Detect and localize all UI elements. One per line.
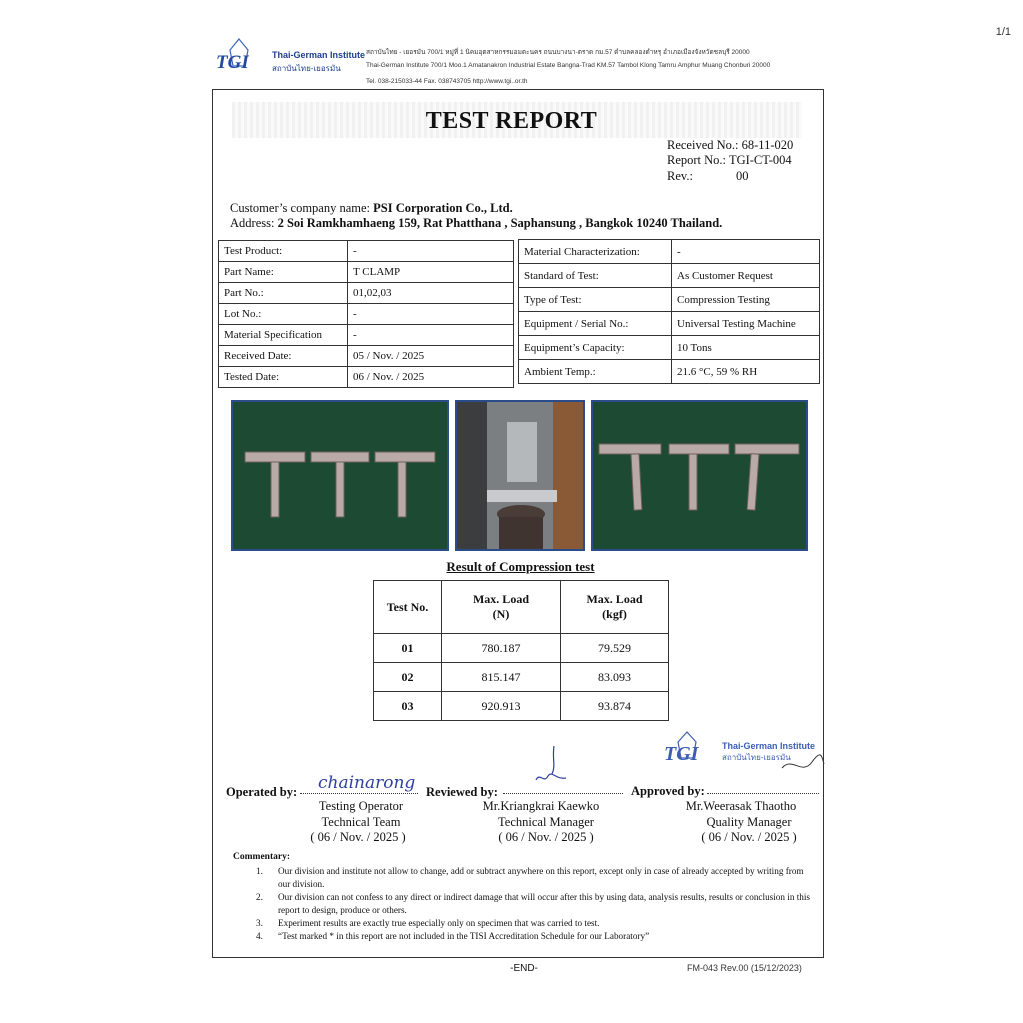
- reviewer-signature: [526, 744, 576, 790]
- customer-name-label: Customer’s company name:: [230, 201, 371, 215]
- reviewed-sign-line: [503, 793, 623, 794]
- reviewed-by-label: Reviewed by:: [426, 785, 498, 799]
- commentary-num: 1.: [256, 866, 263, 876]
- info-label: Tested Date:: [219, 367, 348, 388]
- info-label: Ambient Temp.:: [519, 360, 672, 384]
- info-row: [219, 367, 514, 388]
- info-value: 06 / Nov. / 2025: [348, 367, 514, 388]
- customer-address-row: [230, 216, 722, 231]
- info-row: [219, 304, 514, 325]
- info-value: 05 / Nov. / 2025: [348, 346, 514, 367]
- info-label: Equipment’s Capacity:: [519, 336, 672, 360]
- approved-by-label: Approved by:: [631, 784, 705, 798]
- approver-name: Mr.Weerasak Thaotho: [685, 799, 797, 813]
- stamp-text-th: สถาบันไทย-เยอรมัน: [722, 753, 791, 762]
- received-no: 68-11-020: [741, 138, 794, 152]
- rev-value: 00: [736, 169, 749, 183]
- rev-row: [667, 169, 749, 184]
- info-row: [519, 288, 820, 312]
- commentary-item: [256, 891, 812, 916]
- results-header-row: [374, 581, 669, 634]
- info-row: [519, 264, 820, 288]
- results-table: [373, 580, 669, 721]
- load-n: 780.187: [442, 634, 561, 663]
- info-label: Test Product:: [219, 241, 348, 262]
- info-value: Universal Testing Machine: [672, 312, 820, 336]
- info-label: Equipment / Serial No.:: [519, 312, 672, 336]
- customer-address: 2 Soi Ramkhamhaeng 159, Rat Phatthana , Saphansung , Bangkok 10240 Thailand.: [277, 216, 723, 230]
- info-row: [219, 283, 514, 304]
- institute-name-th: สถาบันไทย-เยอรมัน: [272, 64, 341, 73]
- info-table-left: [218, 240, 514, 388]
- info-value: T CLAMP: [348, 262, 514, 283]
- reviewer-date: ( 06 / Nov. / 2025 ): [498, 830, 594, 844]
- photo-testing-machine: [455, 400, 585, 551]
- tgi-logo: [214, 38, 264, 78]
- col-max-load-n: [442, 581, 561, 634]
- info-row: [219, 262, 514, 283]
- info-label: Lot No.:: [219, 304, 348, 325]
- institute-name-en: Thai-German Institute: [272, 50, 366, 60]
- end-marker: -END-: [510, 963, 538, 974]
- approver-role: Quality Manager: [706, 815, 792, 829]
- col-unit: (N): [492, 607, 510, 621]
- commentary-num: 3.: [256, 918, 263, 928]
- received-no-row: [667, 138, 793, 153]
- commentary-text: Experiment results are exactly true especially only on specimen that was carried to test.: [278, 918, 600, 928]
- commentary-num: 4.: [256, 931, 263, 941]
- col-unit: (kgf): [602, 607, 627, 621]
- reviewer-role: Technical Manager: [498, 815, 594, 829]
- operated-by-label: Operated by:: [226, 785, 298, 799]
- report-no-label: Report No.:: [667, 153, 727, 167]
- page-number: 1/1: [995, 26, 1011, 38]
- info-value: 21.6 °C, 59 % RH: [672, 360, 820, 384]
- info-row: [519, 360, 820, 384]
- info-label: Material Characterization:: [519, 240, 672, 264]
- rev-label: Rev.:: [667, 169, 693, 183]
- info-row: [519, 312, 820, 336]
- photo-specimens-after: [591, 400, 808, 551]
- info-row: [219, 325, 514, 346]
- report-no-row: [667, 153, 792, 168]
- info-value: As Customer Request: [672, 264, 820, 288]
- commentary-text: Our division can not confess to any direct or indirect damage that will occur after this by using data, analysis results, results or conclusion in this report to design, produce or others.: [278, 892, 810, 915]
- info-label: Type of Test:: [519, 288, 672, 312]
- commentary-text: Our division and institute not allow to change, add or subtract anywhere on this report, except only in case of already accepted by writing from our division.: [278, 866, 804, 889]
- info-value: -: [672, 240, 820, 264]
- col-label: Max. Load: [586, 592, 643, 606]
- info-value: -: [348, 325, 514, 346]
- info-row: [519, 240, 820, 264]
- commentary-label: Commentary:: [233, 852, 290, 862]
- info-value: 01,02,03: [348, 283, 514, 304]
- institute-stamp: [662, 728, 827, 776]
- info-label: Part No.:: [219, 283, 348, 304]
- stamp-text-en: Thai-German Institute: [722, 741, 816, 751]
- load-kgf: 93.874: [561, 692, 669, 721]
- info-label: Received Date:: [219, 346, 348, 367]
- report-no: TGI-CT-004: [728, 153, 792, 167]
- load-kgf: 83.093: [561, 663, 669, 692]
- commentary-item: [256, 930, 812, 943]
- operator-signature: chainarong: [318, 773, 416, 793]
- table-row: [374, 663, 669, 692]
- report-title: TEST REPORT: [425, 108, 598, 134]
- info-value: 10 Tons: [672, 336, 820, 360]
- operator-date: ( 06 / Nov. / 2025 ): [310, 830, 406, 844]
- info-label: Material Specification: [219, 325, 348, 346]
- load-kgf: 79.529: [561, 634, 669, 663]
- table-row: [374, 634, 669, 663]
- info-row: [219, 346, 514, 367]
- customer-name: PSI Corporation Co., Ltd.: [373, 201, 513, 215]
- reviewer-name: Mr.Kriangkrai Kaewko: [482, 799, 600, 813]
- info-value: Compression Testing: [672, 288, 820, 312]
- header-contact: Tel. 038-215033-44 Fax. 038743705 http://www.tgi..or.th: [366, 78, 528, 85]
- info-value: -: [348, 241, 514, 262]
- operator-team: Technical Team: [321, 815, 401, 829]
- approved-sign-line: [707, 793, 819, 794]
- info-table-right: [518, 239, 820, 384]
- customer-address-label: Address:: [230, 216, 275, 230]
- info-label: Part Name:: [219, 262, 348, 283]
- col-label: Max. Load: [472, 592, 529, 606]
- form-number: FM-043 Rev.00 (15/12/2023): [687, 963, 802, 973]
- load-n: 920.913: [442, 692, 561, 721]
- info-value: -: [348, 304, 514, 325]
- logo-text: TGI: [216, 52, 249, 73]
- stamp-logo-text: TGI: [664, 743, 699, 765]
- test-no: 02: [374, 663, 442, 692]
- header-address-th: สถาบันไทย - เยอรมัน 700/1 หมู่ที่ 1 นิคมอุตสาหกรรมอมตะนคร ถนนบางนา-ตราด กม.57 ตำบลคลองตำหรุ อำเภอเมืองจังหวัดชลบุรี 20000: [366, 49, 750, 56]
- photo-specimens-before: [231, 400, 449, 551]
- received-no-label: Received No.:: [667, 138, 739, 152]
- commentary-item: [256, 917, 812, 930]
- commentary-num: 2.: [256, 892, 263, 902]
- table-row: [374, 692, 669, 721]
- col-test-no: Test No.: [374, 581, 442, 634]
- info-label: Standard of Test:: [519, 264, 672, 288]
- operated-sign-line: [300, 793, 418, 794]
- operator-role: Testing Operator: [318, 799, 404, 813]
- info-row: [219, 241, 514, 262]
- customer-name-row: [230, 201, 513, 216]
- test-no: 01: [374, 634, 442, 663]
- commentary-item: [256, 865, 812, 890]
- load-n: 815.147: [442, 663, 561, 692]
- results-title: Result of Compression test: [446, 559, 595, 574]
- approver-date: ( 06 / Nov. / 2025 ): [701, 830, 797, 844]
- header-address-en: Thai-German Institute 700/1 Moo.1 Amatanakron Industrial Estate Bangna-Trad KM.57 Tambol Klong Tamru Amphur Muang Chonburi 20000: [366, 62, 771, 69]
- info-row: [519, 336, 820, 360]
- commentary-text: “Test marked * in this report are not included in the TISI Accreditation Schedule for our Laboratory”: [278, 931, 650, 941]
- test-no: 03: [374, 692, 442, 721]
- col-max-load-kgf: [561, 581, 669, 634]
